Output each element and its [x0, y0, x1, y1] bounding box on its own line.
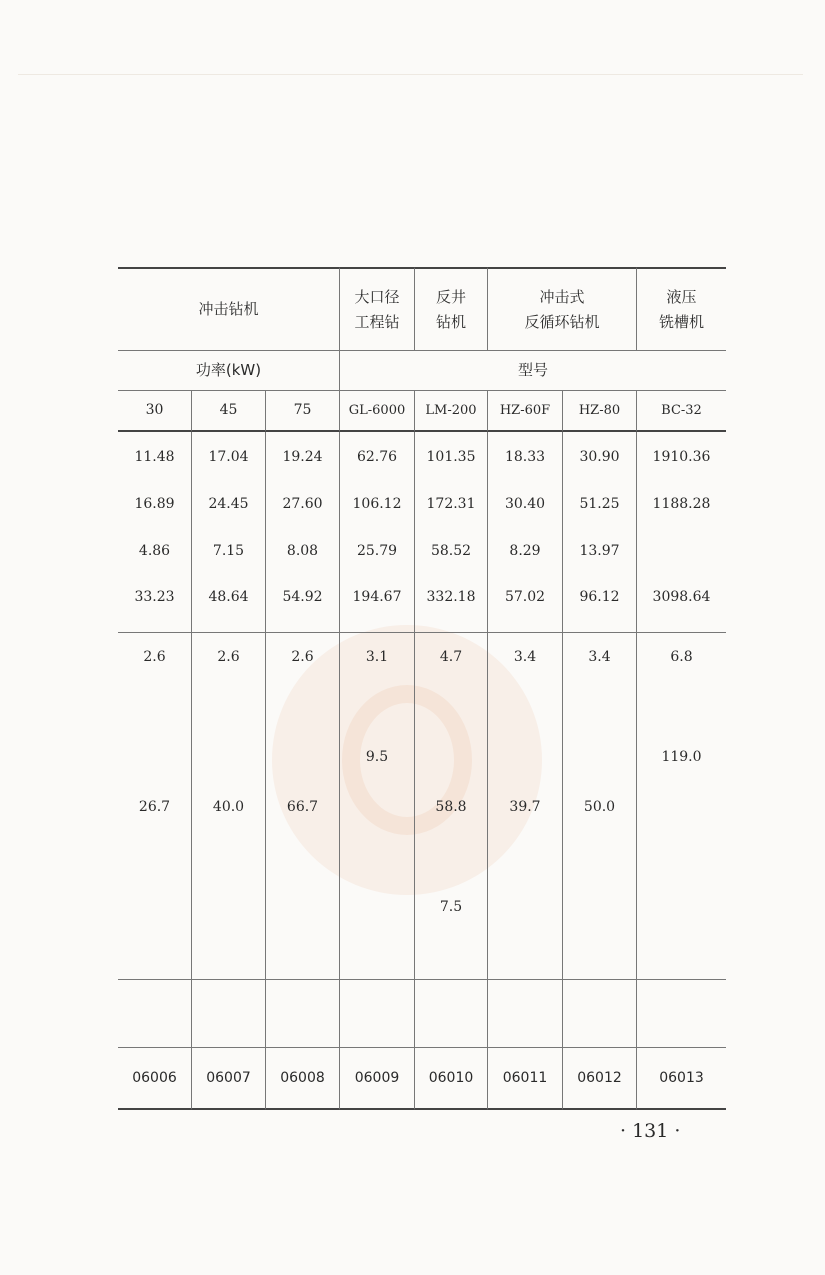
- column-label: GL-6000: [340, 390, 415, 432]
- value-column: 17.04 24.45 7.15 48.64: [192, 432, 266, 632]
- column-label: 45: [192, 390, 266, 432]
- top-rule: [18, 74, 803, 75]
- value-column: 62.76 106.12 25.79 194.67: [340, 432, 415, 632]
- code-cell: 06006: [118, 1047, 192, 1110]
- header-raise-borer: 反井 钻机: [415, 267, 488, 350]
- value-column: 11.48 16.89 4.86 33.23: [118, 432, 192, 632]
- column-label: BC-32: [637, 390, 726, 432]
- code-cell: 06008: [266, 1047, 340, 1110]
- value-column: 2.6 40.0: [192, 632, 266, 979]
- value-column: 1910.36 1188.28 3098.64: [652, 449, 711, 606]
- value-column: 3.4 50.0: [563, 632, 637, 979]
- value-column: 6.8 119.0: [637, 632, 726, 979]
- value-column: 3.4 39.7: [488, 632, 563, 979]
- column-label: LM-200: [415, 390, 488, 432]
- code-cell: 06009: [340, 1047, 415, 1110]
- code-cell: 06010: [415, 1047, 488, 1110]
- empty-cell: [266, 979, 340, 1047]
- value-column: 4.7 58.8 7.5: [415, 632, 488, 979]
- header-large-diameter-drill: 大口径 工程钻: [340, 267, 415, 350]
- column-label: HZ-60F: [488, 390, 563, 432]
- code-cell: 06013: [637, 1047, 726, 1110]
- header-reverse-circulation-drill: 冲击式 反循环钻机: [488, 267, 637, 350]
- column-label: HZ-80: [563, 390, 637, 432]
- code-cell: 06011: [488, 1047, 563, 1110]
- value-column: 101.35 172.31 58.52 332.18: [415, 432, 488, 632]
- page-number: · 131 ·: [620, 1120, 681, 1142]
- empty-cell: [488, 979, 563, 1047]
- value-column: 19.24 27.60 8.08 54.92: [266, 432, 340, 632]
- column-label: 30: [118, 390, 192, 432]
- empty-cell: [192, 979, 266, 1047]
- empty-cell: [563, 979, 637, 1047]
- value-column: 30.90 51.25 13.97 96.12: [563, 432, 637, 632]
- code-cell: 06007: [192, 1047, 266, 1110]
- empty-cell: [340, 979, 415, 1047]
- empty-cell: [415, 979, 488, 1047]
- header-model: 型号: [340, 350, 726, 390]
- value-column: 3.1 9.5: [340, 632, 415, 979]
- column-label: 75: [266, 390, 340, 432]
- header-power: 功率(kW): [118, 350, 340, 390]
- value-column: 2.6 66.7: [266, 632, 340, 979]
- equipment-table: [118, 267, 726, 1110]
- value-column: 18.33 30.40 8.29 57.02: [488, 432, 563, 632]
- empty-cell: [118, 979, 192, 1047]
- header-impact-drill: 冲击钻机: [118, 267, 340, 350]
- code-cell: 06012: [563, 1047, 637, 1110]
- header-hydraulic-trench-cutter: 液压 铣槽机: [637, 267, 726, 350]
- value-column: 2.6 26.7: [118, 632, 192, 979]
- empty-cell: [637, 979, 726, 1047]
